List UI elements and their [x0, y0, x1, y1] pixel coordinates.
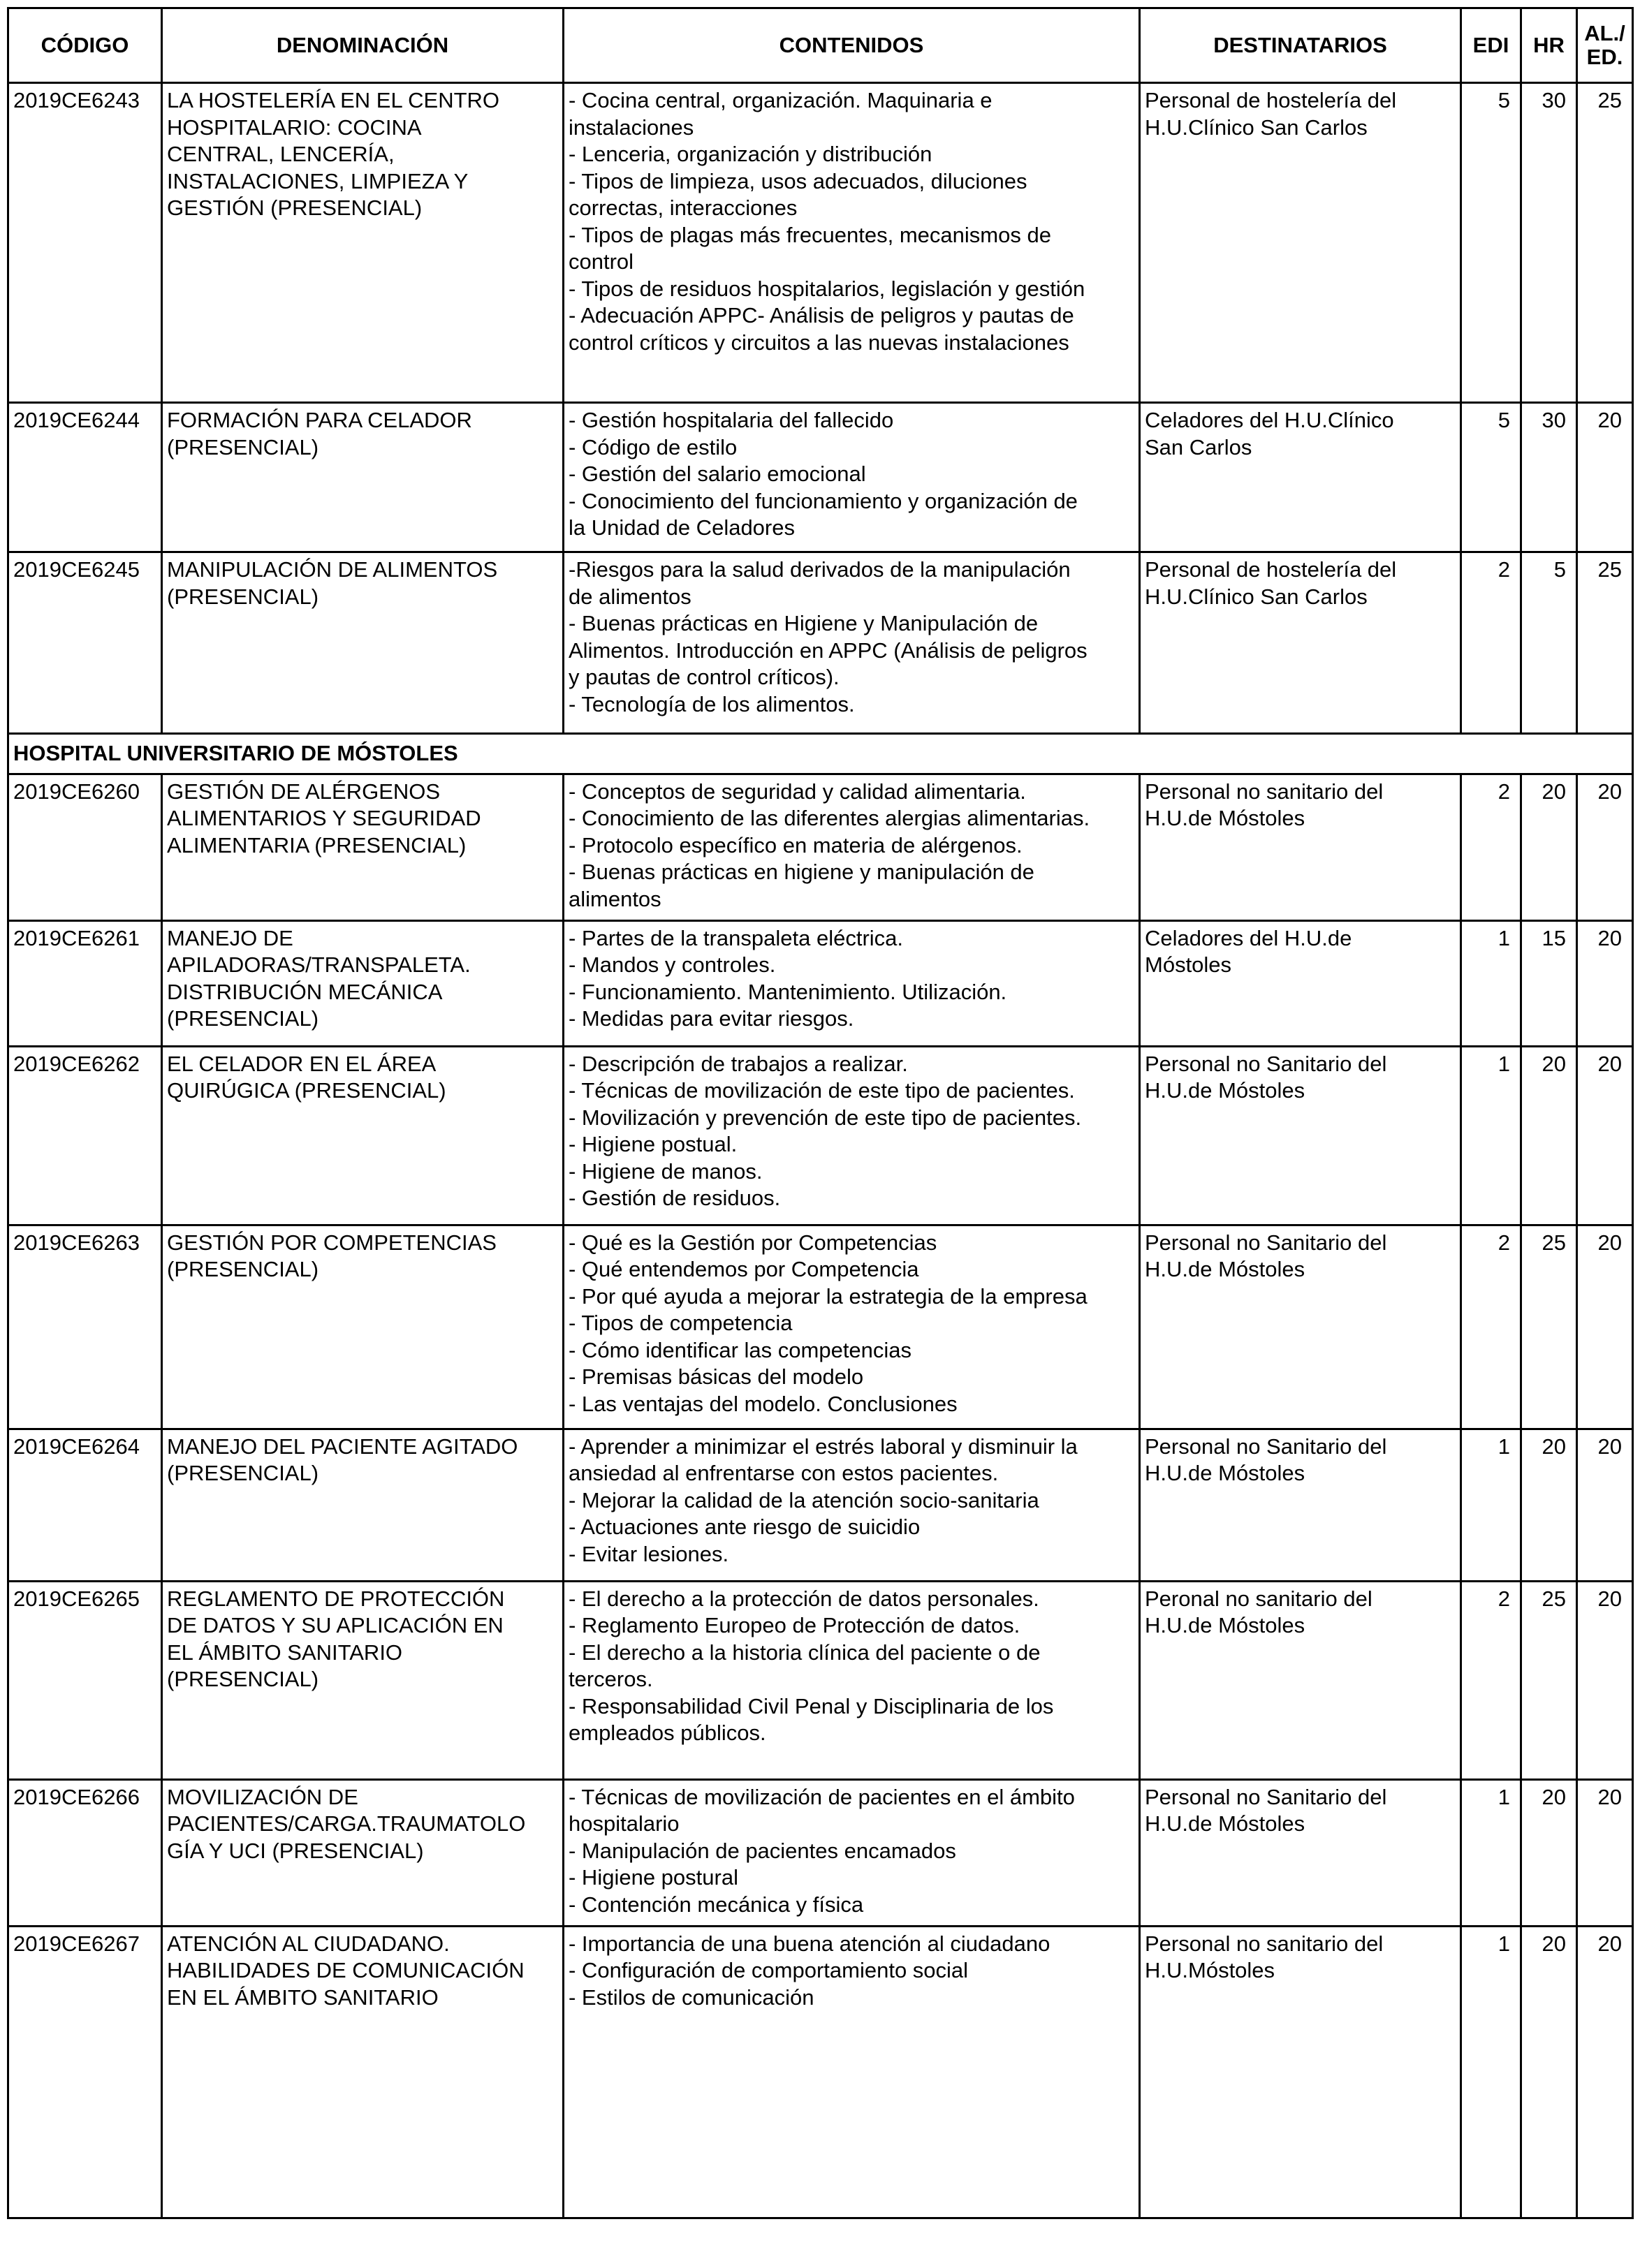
course-name-line: MANEJO DE	[167, 925, 293, 950]
course-contents	[564, 552, 1140, 734]
header-al-ed	[1577, 8, 1633, 83]
course-recipients-line: Personal de hostelería del	[1145, 88, 1397, 112]
course-recipients-line: Celadores del H.U.de	[1145, 925, 1352, 950]
course-name-line: HOSPITALARIO: COCINA	[167, 115, 422, 140]
course-name-line: MANIPULACIÓN DE ALIMENTOS	[167, 557, 498, 582]
course-name-line: (PRESENCIAL)	[167, 584, 319, 609]
course-recipients-line: H.U.de Móstoles	[1145, 1811, 1305, 1836]
table-row	[8, 1926, 1633, 2218]
course-name-line: CENTRAL, LENCERÍA,	[167, 142, 395, 166]
course-contents	[564, 1926, 1140, 2218]
course-hours: 30	[1521, 83, 1577, 403]
course-name	[162, 83, 564, 403]
course-name	[162, 552, 564, 734]
course-name	[162, 1926, 564, 2218]
course-name-line: DE DATOS Y SU APLICACIÓN EN	[167, 1613, 504, 1637]
course-contents-line: alimentos	[569, 886, 661, 911]
course-recipients-line: H.U.Clínico San Carlos	[1145, 115, 1368, 140]
course-students-per-edition: 20	[1577, 1926, 1633, 2218]
course-editions: 1	[1461, 1429, 1521, 1581]
course-contents-line: - Actuaciones ante riesgo de suicidio	[569, 1515, 921, 1539]
course-name-line: FORMACIÓN PARA CELADOR	[167, 408, 472, 432]
course-name	[162, 1429, 564, 1581]
course-recipients	[1140, 1926, 1461, 2218]
course-contents-line: - Higiene postural	[569, 1865, 738, 1890]
table-row	[8, 920, 1633, 1046]
course-recipients-line: Personal no Sanitario del	[1145, 1051, 1387, 1076]
course-contents-line: - Tecnología de los alimentos.	[569, 691, 855, 716]
course-recipients-line: Móstoles	[1145, 952, 1232, 977]
course-name-line: EL CELADOR EN EL ÁREA	[167, 1051, 437, 1076]
course-contents	[564, 403, 1140, 552]
course-contents-line: hospitalario	[569, 1811, 680, 1836]
course-contents	[564, 920, 1140, 1046]
course-students-per-edition: 20	[1577, 1429, 1633, 1581]
course-code: 2019CE6263	[8, 1225, 162, 1429]
course-recipients-line: H.U.de Móstoles	[1145, 1257, 1305, 1281]
table-row	[8, 1779, 1633, 1926]
course-students-per-edition: 25	[1577, 552, 1633, 734]
course-contents-line: - Aprender a minimizar el estrés laboral y disminuir la	[569, 1434, 1078, 1459]
course-name-line: PACIENTES/CARGA.TRAUMATOLO	[167, 1811, 526, 1836]
header-denominacion: DENOMINACIÓN	[162, 8, 564, 83]
course-recipients-line: Personal de hostelería del	[1145, 557, 1397, 582]
header-row	[8, 8, 1633, 83]
course-students-per-edition: 20	[1577, 1779, 1633, 1926]
course-students-per-edition: 20	[1577, 920, 1633, 1046]
course-name-line: EL ÁMBITO SANITARIO	[167, 1640, 403, 1665]
course-hours: 25	[1521, 1225, 1577, 1429]
course-name-line: EN EL ÁMBITO SANITARIO	[167, 1984, 439, 2010]
course-contents	[564, 83, 1140, 403]
course-contents-line: - Buenas prácticas en Higiene y Manipulación de	[569, 611, 1039, 635]
course-contents-line: - Lenceria, organización y distribución	[569, 142, 932, 166]
course-name-line: ATENCIÓN AL CIUDADANO.	[167, 1931, 450, 1956]
course-contents-line: correctas, interacciones	[569, 196, 798, 220]
course-name-line: INSTALACIONES, LIMPIEZA Y	[167, 168, 469, 193]
course-recipients-line: San Carlos	[1145, 434, 1252, 459]
section-title: HOSPITAL UNIVERSITARIO DE MÓSTOLES	[8, 734, 1633, 774]
course-name-line: GESTIÓN POR COMPETENCIAS	[167, 1230, 497, 1255]
course-recipients-line: H.U.Clínico San Carlos	[1145, 584, 1368, 609]
course-recipients-line: H.U.de Móstoles	[1145, 1461, 1305, 1485]
course-contents-line: - Manipulación de pacientes encamados	[569, 1838, 956, 1863]
course-contents-line: terceros.	[569, 1667, 653, 1691]
course-hours: 20	[1521, 774, 1577, 920]
course-name	[162, 403, 564, 552]
course-contents	[564, 1581, 1140, 1779]
course-contents-line: - Partes de la transpaleta eléctrica.	[569, 925, 904, 950]
course-editions: 2	[1461, 552, 1521, 734]
course-contents-line: - Cocina central, organización. Maquinaria e	[569, 88, 993, 112]
header-hr: HR	[1521, 8, 1577, 83]
course-contents-line: instalaciones	[569, 115, 694, 140]
course-contents-line: empleados públicos.	[569, 1721, 766, 1745]
course-contents-line: - Medidas para evitar riesgos.	[569, 1006, 854, 1031]
course-name-line: (PRESENCIAL)	[167, 1006, 319, 1031]
course-editions: 5	[1461, 83, 1521, 403]
course-recipients	[1140, 920, 1461, 1046]
course-name-line: GESTIÓN DE ALÉRGENOS	[167, 779, 441, 804]
course-code: 2019CE6243	[8, 83, 162, 403]
course-contents-line: - Código de estilo	[569, 434, 738, 459]
course-name	[162, 1046, 564, 1225]
course-editions: 2	[1461, 774, 1521, 920]
course-contents	[564, 1429, 1140, 1581]
course-editions: 1	[1461, 1046, 1521, 1225]
course-code: 2019CE6244	[8, 403, 162, 552]
course-contents-line: - Reglamento Europeo de Protección de datos.	[569, 1613, 1020, 1637]
course-name-line: GESTIÓN (PRESENCIAL)	[167, 196, 423, 220]
course-contents-line: ansiedad al enfrentarse con estos pacientes.	[569, 1461, 999, 1485]
course-recipients-line: Personal no Sanitario del	[1145, 1784, 1387, 1809]
course-contents-line: - Descripción de trabajos a realizar.	[569, 1051, 908, 1076]
course-contents-line: control críticos y circuitos a las nuevas instalaciones	[569, 330, 1069, 355]
course-code: 2019CE6260	[8, 774, 162, 920]
course-editions: 2	[1461, 1225, 1521, 1429]
course-students-per-edition: 20	[1577, 1225, 1633, 1429]
course-hours: 20	[1521, 1046, 1577, 1225]
course-contents-line: - Gestión del salario emocional	[569, 462, 866, 486]
course-recipients-line: Personal no sanitario del	[1145, 779, 1384, 804]
course-contents-line: - Estilos de comunicación	[569, 1984, 814, 2010]
course-name-line: ALIMENTARIOS Y SEGURIDAD	[167, 806, 481, 830]
course-contents-line: - Gestión hospitalaria del fallecido	[569, 408, 894, 432]
course-recipients	[1140, 403, 1461, 552]
course-contents-line: - Tipos de competencia	[569, 1311, 793, 1335]
section-row	[8, 734, 1633, 774]
course-contents-line: - Conocimiento de las diferentes alergias alimentarias.	[569, 806, 1090, 830]
course-name-line: HABILIDADES DE COMUNICACIÓN	[167, 1958, 525, 1982]
course-name	[162, 1581, 564, 1779]
course-contents-line: la Unidad de Celadores	[569, 515, 795, 540]
course-name-line: REGLAMENTO DE PROTECCIÓN	[167, 1586, 505, 1611]
course-recipients-line: H.U.de Móstoles	[1145, 806, 1305, 830]
course-contents-line: - Tipos de plagas más frecuentes, mecanismos de	[569, 222, 1051, 247]
course-contents-line: Alimentos. Introducción en APPC (Análisis de peligros	[569, 638, 1088, 663]
table-row	[8, 1225, 1633, 1429]
course-contents-line: - Tipos de limpieza, usos adecuados, diluciones	[569, 168, 1027, 193]
course-contents-line: - Higiene de manos.	[569, 1158, 763, 1184]
course-contents-line: control	[569, 249, 634, 274]
header-edi: EDI	[1461, 8, 1521, 83]
course-contents-line: - Qué entendemos por Competencia	[569, 1257, 919, 1281]
course-code: 2019CE6265	[8, 1581, 162, 1779]
course-contents-line: - Movilización y prevención de este tipo de pacientes.	[569, 1105, 1082, 1130]
course-contents-line: - Buenas prácticas en higiene y manipulación de	[569, 860, 1034, 884]
table-row	[8, 1429, 1633, 1581]
header-codigo: CÓDIGO	[8, 8, 162, 83]
course-recipients	[1140, 1429, 1461, 1581]
course-contents-line: - Las ventajas del modelo. Conclusiones	[569, 1391, 958, 1416]
course-students-per-edition: 20	[1577, 1046, 1633, 1225]
course-hours: 30	[1521, 403, 1577, 552]
course-students-per-edition: 20	[1577, 774, 1633, 920]
course-name-line: QUIRÚGICA (PRESENCIAL)	[167, 1078, 446, 1103]
course-contents-line: - Funcionamiento. Mantenimiento. Utilización.	[569, 979, 1007, 1004]
course-recipients-line: H.U.de Móstoles	[1145, 1078, 1305, 1103]
course-contents-line: - Cómo identificar las competencias	[569, 1337, 912, 1362]
course-name-line: GÍA Y UCI (PRESENCIAL)	[167, 1838, 424, 1863]
course-recipients-line: Personal no Sanitario del	[1145, 1434, 1387, 1459]
table-row	[8, 1581, 1633, 1779]
course-contents-line: - Higiene postual.	[569, 1132, 738, 1156]
course-contents-line: - Configuración de comportamiento social	[569, 1958, 969, 1982]
course-contents-line: - Conocimiento del funcionamiento y organización de	[569, 488, 1078, 513]
courses-table	[7, 7, 1634, 2219]
course-contents	[564, 1046, 1140, 1225]
course-recipients	[1140, 1225, 1461, 1429]
course-name-line: APILADORAS/TRANSPALETA.	[167, 952, 471, 977]
course-editions: 5	[1461, 403, 1521, 552]
table-row	[8, 403, 1633, 552]
course-code: 2019CE6261	[8, 920, 162, 1046]
course-recipients	[1140, 1046, 1461, 1225]
course-editions: 1	[1461, 920, 1521, 1046]
table-row	[8, 552, 1633, 734]
course-contents-line: - Adecuación APPC- Análisis de peligros y pautas de	[569, 303, 1074, 327]
header-al-ed-line-1: AL./	[1584, 21, 1625, 45]
course-contents-line: - Contención mecánica y física	[569, 1892, 864, 1917]
header-destinatarios: DESTINATARIOS	[1140, 8, 1461, 83]
course-students-per-edition: 20	[1577, 1581, 1633, 1779]
course-contents-line: - Responsabilidad Civil Penal y Disciplinaria de los	[569, 1693, 1054, 1718]
course-students-per-edition: 25	[1577, 83, 1633, 403]
table-row	[8, 774, 1633, 920]
course-name-line: MANEJO DEL PACIENTE AGITADO	[167, 1434, 518, 1459]
header-al-ed-line-2: ED.	[1586, 45, 1623, 69]
course-name-line: (PRESENCIAL)	[167, 1257, 319, 1281]
course-editions: 2	[1461, 1581, 1521, 1779]
course-name-line: LA HOSTELERÍA EN EL CENTRO	[167, 88, 500, 112]
course-name-line: ALIMENTARIA (PRESENCIAL)	[167, 832, 467, 857]
course-contents	[564, 1779, 1140, 1926]
course-recipients-line: Peronal no sanitario del	[1145, 1586, 1372, 1611]
course-contents-line: - Protocolo específico en materia de alérgenos.	[569, 832, 1023, 857]
course-recipients	[1140, 1779, 1461, 1926]
course-editions: 1	[1461, 1779, 1521, 1926]
course-editions: 1	[1461, 1926, 1521, 2218]
course-name	[162, 920, 564, 1046]
course-contents-line: - Premisas básicas del modelo	[569, 1364, 864, 1389]
header-contenidos: CONTENIDOS	[564, 8, 1140, 83]
course-contents-line: - Qué es la Gestión por Competencias	[569, 1230, 937, 1255]
course-name	[162, 774, 564, 920]
course-hours: 20	[1521, 1779, 1577, 1926]
course-contents-line: - El derecho a la protección de datos personales.	[569, 1586, 1039, 1611]
course-contents-line: - Tipos de residuos hospitalarios, legislación y gestión	[569, 276, 1085, 301]
course-contents	[564, 1225, 1140, 1429]
course-recipients	[1140, 83, 1461, 403]
course-contents-line: - Evitar lesiones.	[569, 1541, 729, 1566]
course-name	[162, 1225, 564, 1429]
course-contents-line: - El derecho a la historia clínica del paciente o de	[569, 1640, 1041, 1665]
course-contents-line: - Por qué ayuda a mejorar la estrategia de la empresa	[569, 1283, 1088, 1309]
course-hours: 25	[1521, 1581, 1577, 1779]
course-students-per-edition: 20	[1577, 403, 1633, 552]
course-code: 2019CE6262	[8, 1046, 162, 1225]
course-recipients-line: Celadores del H.U.Clínico	[1145, 408, 1394, 432]
course-contents-line: - Mejorar la calidad de la atención socio-sanitaria	[569, 1487, 1039, 1512]
course-name-line: (PRESENCIAL)	[167, 434, 319, 459]
course-contents-line: - Gestión de residuos.	[569, 1186, 781, 1210]
course-code: 2019CE6266	[8, 1779, 162, 1926]
course-contents-line: - Importancia de una buena atención al ciudadano	[569, 1931, 1050, 1956]
course-table-page	[7, 7, 1632, 2219]
course-name-line: (PRESENCIAL)	[167, 1667, 319, 1691]
course-hours: 20	[1521, 1926, 1577, 2218]
course-code: 2019CE6267	[8, 1926, 162, 2218]
table-row	[8, 1046, 1633, 1225]
course-code: 2019CE6245	[8, 552, 162, 734]
table-body	[8, 83, 1633, 2218]
course-recipients	[1140, 774, 1461, 920]
table-row	[8, 83, 1633, 403]
course-contents-line: de alimentos	[569, 584, 691, 609]
course-name	[162, 1779, 564, 1926]
course-recipients-line: H.U.de Móstoles	[1145, 1613, 1305, 1637]
course-hours: 15	[1521, 920, 1577, 1046]
course-contents	[564, 774, 1140, 920]
course-name-line: (PRESENCIAL)	[167, 1461, 319, 1485]
course-name-line: DISTRIBUCIÓN MECÁNICA	[167, 979, 443, 1004]
course-contents-line: - Técnicas de movilización de pacientes en el ámbito	[569, 1784, 1075, 1809]
course-contents-line: - Conceptos de seguridad y calidad alimentaria.	[569, 779, 1026, 804]
course-recipients	[1140, 1581, 1461, 1779]
course-hours: 20	[1521, 1429, 1577, 1581]
course-hours: 5	[1521, 552, 1577, 734]
course-recipients	[1140, 552, 1461, 734]
course-recipients-line: Personal no Sanitario del	[1145, 1230, 1387, 1255]
course-contents-line: -Riesgos para la salud derivados de la manipulación	[569, 557, 1071, 582]
course-recipients-line: Personal no sanitario del	[1145, 1931, 1384, 1956]
course-name-line: MOVILIZACIÓN DE	[167, 1784, 358, 1809]
course-code: 2019CE6264	[8, 1429, 162, 1581]
course-recipients-line: H.U.Móstoles	[1145, 1958, 1275, 1982]
course-contents-line: y pautas de control críticos).	[569, 665, 840, 689]
course-contents-line: - Mandos y controles.	[569, 952, 776, 977]
course-contents-line: - Técnicas de movilización de este tipo de pacientes.	[569, 1078, 1075, 1103]
